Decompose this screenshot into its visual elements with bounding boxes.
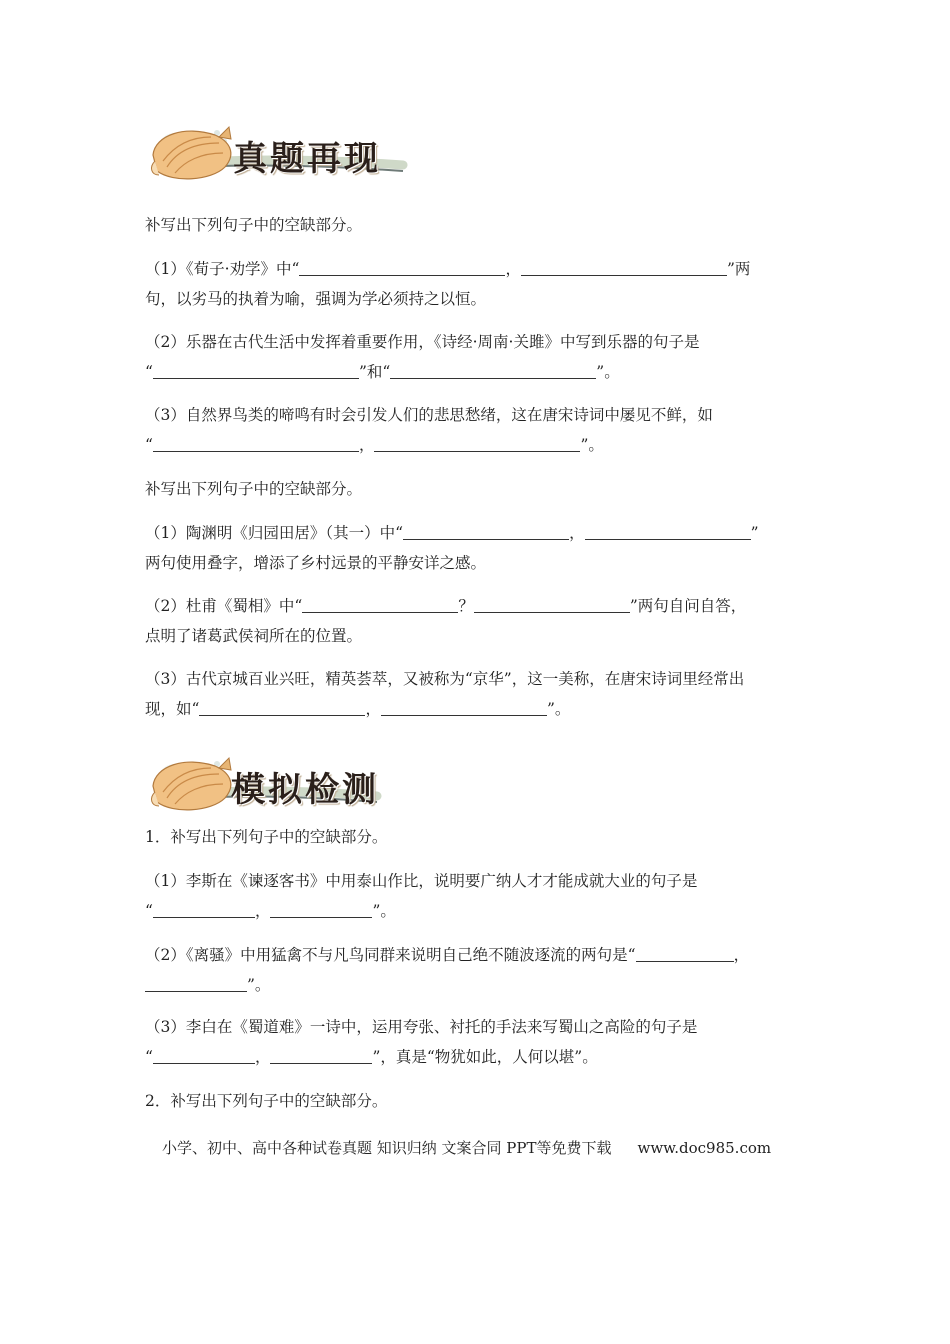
question-1-3: （3）自然界鸟类的啼鸣有时会引发人们的悲思愁绪，这在唐宋诗词中屡见不鲜，如 “ ， ”。 [145, 406, 713, 454]
answer-blank[interactable] [403, 521, 569, 540]
answer-blank[interactable] [270, 1045, 372, 1064]
answer-blank[interactable] [145, 973, 247, 992]
instruction-text: 1．补写出下列句子中的空缺部分。 [145, 828, 388, 846]
question-m1-3: （3）李白在《蜀道难》一诗中，运用夸张、衬托的手法来写蜀山之高险的句子是 “ ， ”，真是“物犹如此，人何以堪”。 [145, 1018, 698, 1066]
answer-blank[interactable] [390, 360, 596, 379]
footer-url[interactable]: www.doc985.com [637, 1139, 772, 1157]
answer-blank[interactable] [636, 943, 734, 962]
answer-blank[interactable] [153, 899, 255, 918]
section-title: 模拟检测 [231, 770, 379, 810]
question-1-1: （1）《荀子·劝学》中“ ， ”两 句，以劣马的执着为喻，强调为学必须持之以恒。 [145, 254, 810, 314]
section-banner-mock-test [145, 752, 385, 818]
answer-blank[interactable] [299, 257, 505, 276]
answer-blank[interactable] [474, 594, 630, 613]
question-2-3: （3）古代京城百业兴旺，精英荟萃，又被称为“京华”，这一美称，在唐宋诗词里经常出 现，如“ ， ”。 [145, 670, 745, 718]
question-2-1: （1）陶渊明《归园田居》（其一）中“ ， ” 两句使用叠字，增添了乡村远景的平静安详之感。 [145, 518, 810, 578]
question-2-2: （2）杜甫《蜀相》中“ ？ ”两句自问自答， 点明了诸葛武侯祠所在的位置。 [145, 591, 810, 651]
answer-blank[interactable] [153, 1045, 255, 1064]
answer-blank[interactable] [199, 697, 365, 716]
section-title: 真题再现 [233, 139, 381, 179]
answer-blank[interactable] [381, 697, 547, 716]
footer-text: 小学、初中、高中各种试卷真题 知识归纳 文案合同 PPT等免费下载 [162, 1139, 612, 1157]
instruction-text: 2．补写出下列句子中的空缺部分。 [145, 1092, 388, 1110]
answer-blank[interactable] [374, 433, 580, 452]
question-m1-2: （2）《离骚》中用猛禽不与凡鸟同群来说明自己绝不随波逐流的两句是“ ， ”。 [145, 940, 810, 1000]
question-1-2: （2）乐器在古代生活中发挥着重要作用，《诗经·周南·关雎》中写到乐器的句子是 “ ”和“ ”。 [145, 333, 700, 381]
answer-blank[interactable] [270, 899, 372, 918]
answer-blank[interactable] [153, 360, 359, 379]
answer-blank[interactable] [585, 521, 751, 540]
section-banner-real-exam [145, 121, 410, 187]
answer-blank[interactable] [302, 594, 458, 613]
answer-blank[interactable] [153, 433, 359, 452]
instruction-text: 补写出下列句子中的空缺部分。 [145, 216, 363, 234]
page-footer [162, 1137, 771, 1158]
instruction-text: 补写出下列句子中的空缺部分。 [145, 480, 363, 498]
answer-blank[interactable] [521, 257, 727, 276]
question-m1-1: （1）李斯在《谏逐客书》中用泰山作比，说明要广纳人才才能成就大业的句子是 “ ， ”。 [145, 872, 698, 920]
